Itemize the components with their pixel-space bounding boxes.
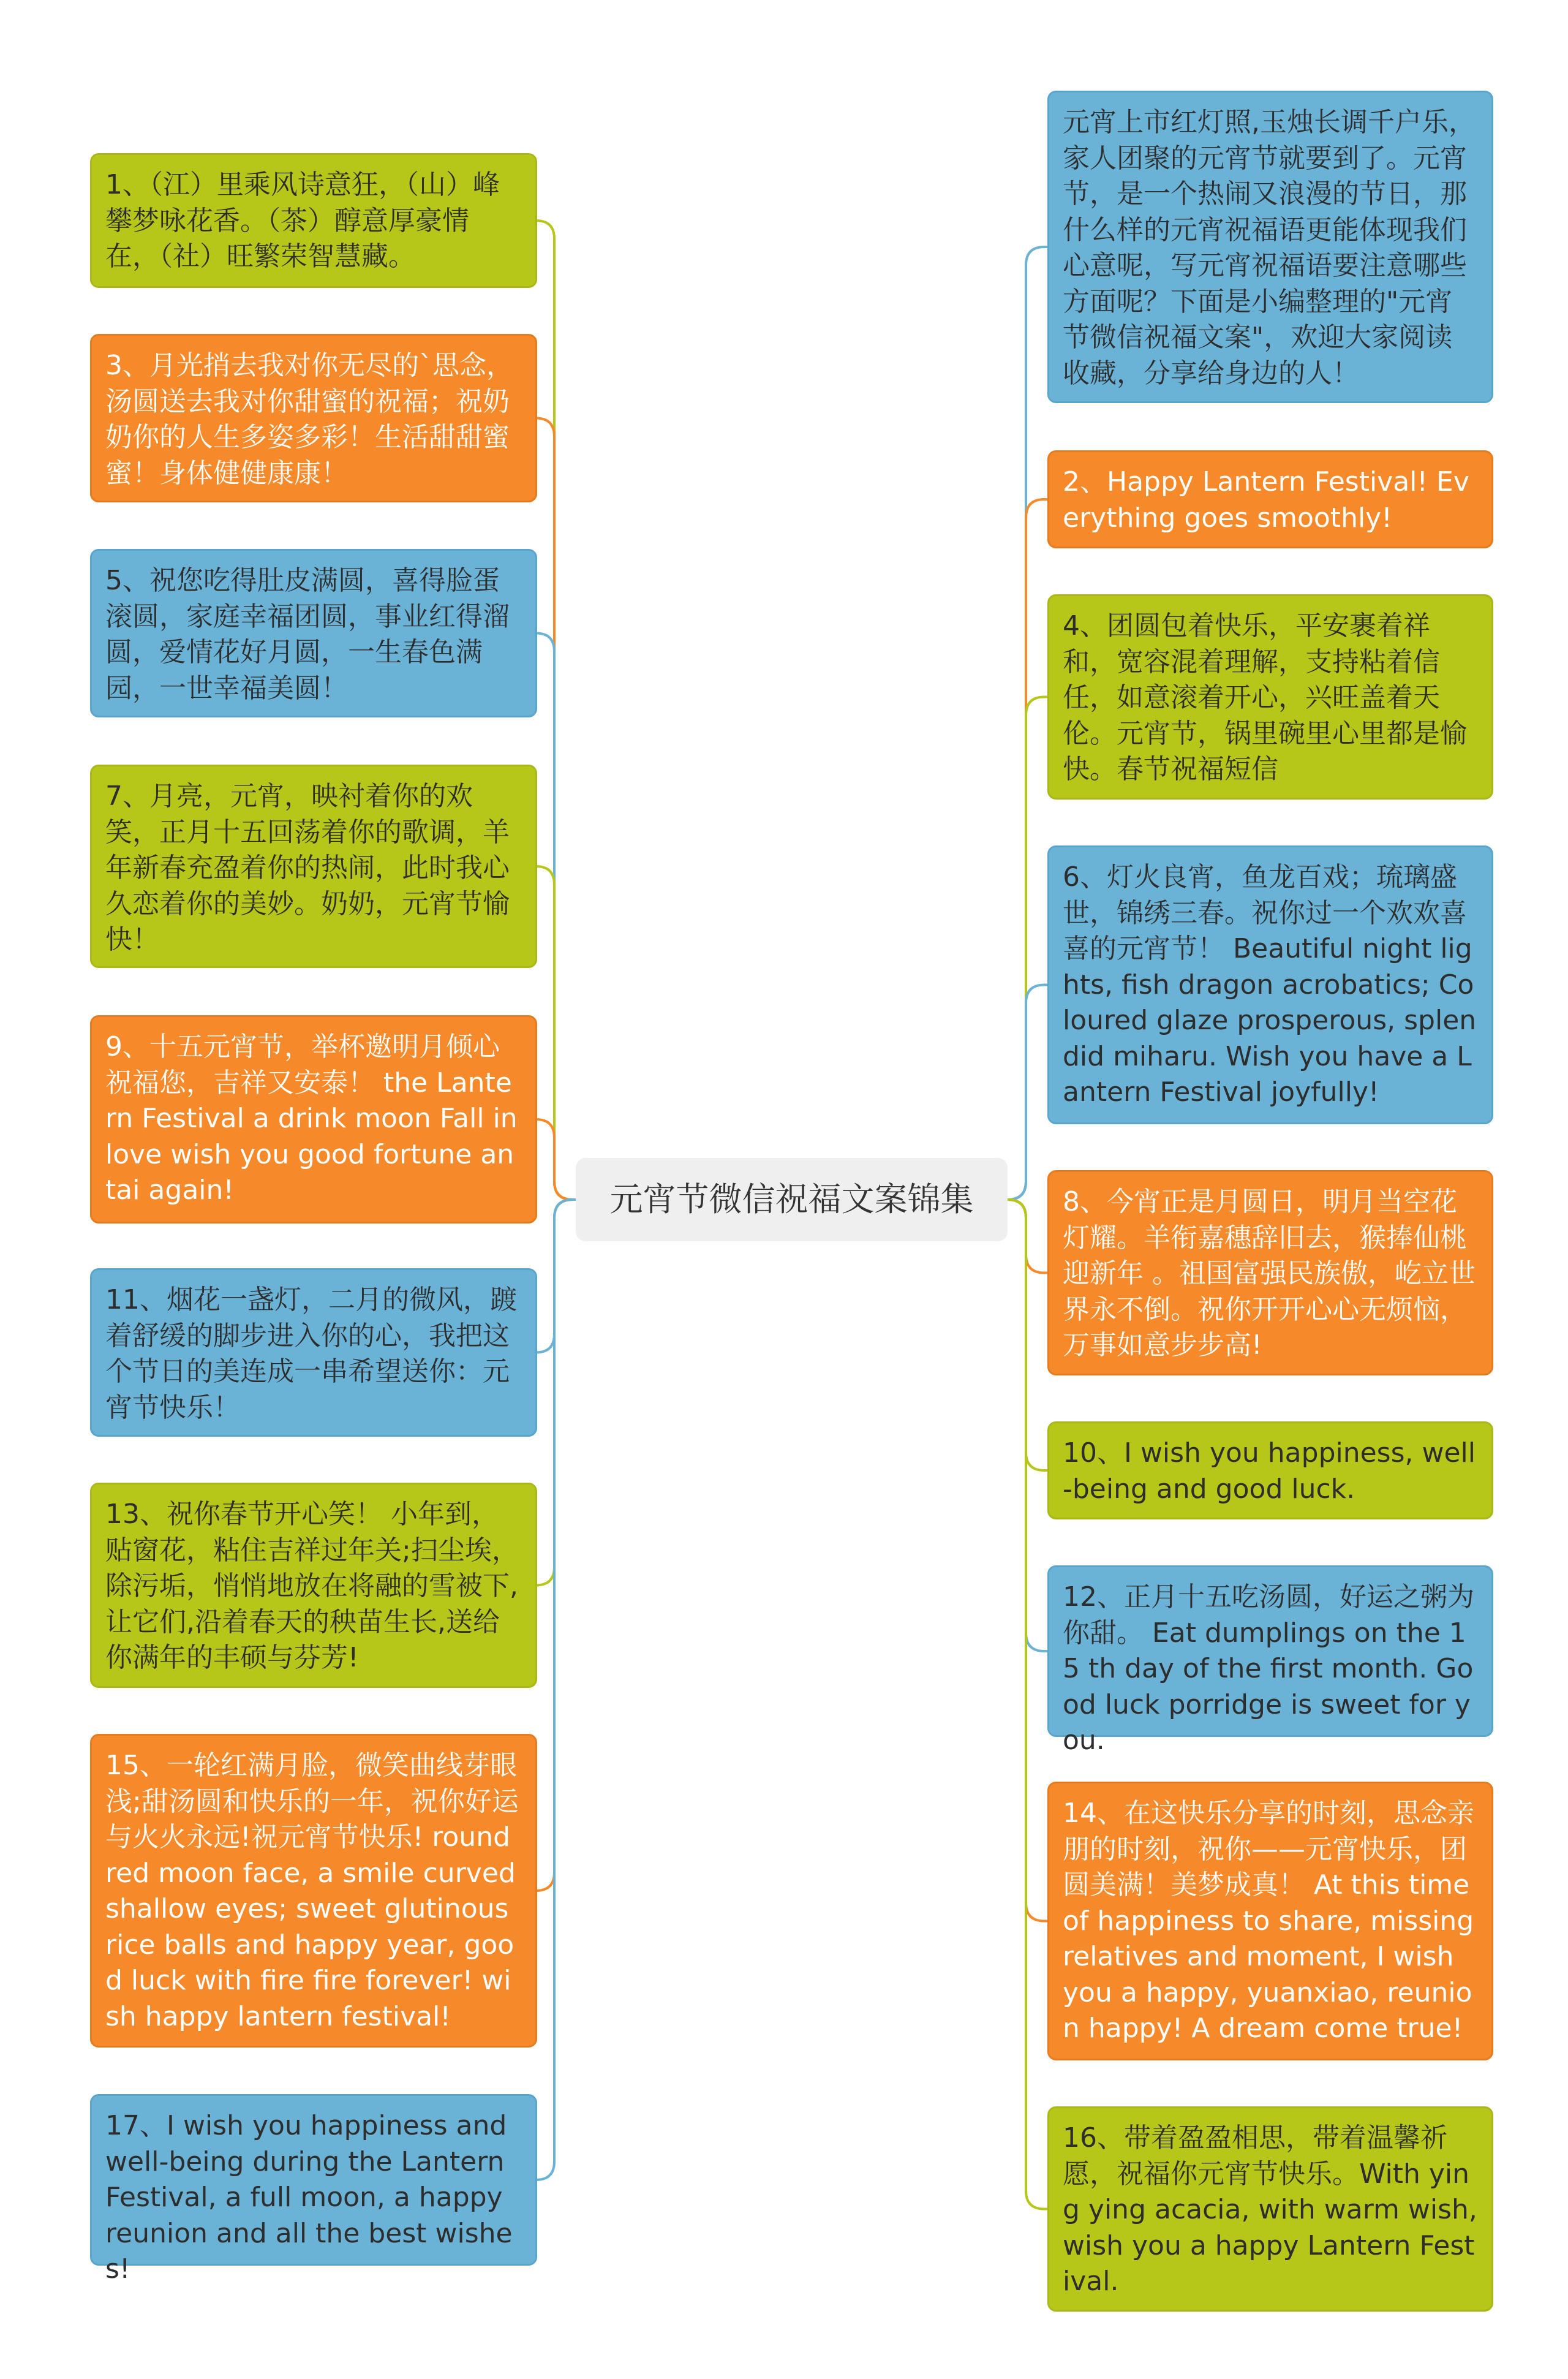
connector-left-7 [536, 1200, 576, 1586]
node-text: 13、祝你春节开心笑！ 小年到，贴窗花，粘住吉祥过年关;扫尘埃，除污垢，悄悄地放在将融的雪被下,让它们,沿着春天的秧苗生长,送给你满年的丰硕与芬芳! [105, 1499, 519, 1673]
node-text: 14、在这快乐分享的时刻，思念亲朋的时刻，祝你——元宵快乐，团圆美满！美梦成真！ At this time of happiness to share, missing relatives and moment, I wish you a happy, yuanxiao, reunion happy! A dream come true! [1063, 1798, 1474, 2044]
right-node-2[interactable] [1047, 450, 1493, 548]
node-text: 12、正月十五吃汤圆，好运之粥为你甜。 Eat dumplings on the 15 th day of the first month. Good luck porridge is sweet for you. [1063, 1581, 1474, 1756]
connector-right-6 [1008, 1200, 1047, 1470]
node-text: 5、祝您吃得肚皮满圆，喜得脸蛋滚圆，家庭幸福团圆，事业红得溜圆，爱情花好月圆，一生春色满园，一世幸福美圆！ [105, 565, 510, 704]
connector-right-3 [1008, 697, 1047, 1200]
left-node-8[interactable] [90, 1734, 537, 2048]
node-text: 6、灯火良宵，鱼龙百戏；琉璃盛世，锦绣三春。祝你过一个欢欢喜喜的元宵节！ Beautiful night lights, fish dragon acrobatics; Coloured glaze prosperous, splendid miharu. Wish you have a Lantern Festival joyfully! [1063, 861, 1477, 1108]
connector-left-2 [536, 418, 576, 1200]
connector-left-4 [536, 866, 576, 1200]
node-text: 元宵上市红灯照,玉烛长调千户乐，家人团聚的元宵节就要到了。元宵节，是一个热闹又浪漫的节日，那什么样的元宵祝福语更能体现我们心意呢，写元宵祝福语要注意哪些方面呢？下面是小编整理的"元宵节微信祝福文案"，欢迎大家阅读收藏，分享给身边的人！ [1063, 107, 1476, 389]
central-topic-label: 元宵节微信祝福文案锦集 [609, 1180, 974, 1219]
node-text: 10、I wish you happiness, well-being and good luck. [1063, 1437, 1476, 1505]
connector-right-7 [1008, 1200, 1047, 1651]
left-node-1[interactable] [90, 153, 537, 288]
node-text: 4、团圆包着快乐，平安裹着祥和，宽容混着理解，支持粘着信任，如意滚着开心，兴旺盖着天伦。元宵节，锅里碗里心里都是愉快。春节祝福短信 [1063, 610, 1467, 785]
connector-right-8 [1008, 1200, 1047, 1921]
node-text: 9、十五元宵节，举杯邀明月倾心祝福您，吉祥又安泰！ the Lantern Festival a drink moon Fall in love wish you good fortune antai again! [105, 1031, 518, 1206]
connector-right-4 [1008, 985, 1047, 1200]
left-node-2[interactable] [90, 334, 537, 502]
right-node-3[interactable] [1047, 594, 1493, 800]
central-topic[interactable] [576, 1158, 1008, 1241]
node-text: 7、月亮，元宵，映衬着你的欢笑，正月十五回荡着你的歌调，羊年新春充盈着你的热闹，此时我心久恋着你的美妙。奶奶，元宵节愉快！ [105, 781, 510, 955]
connector-left-3 [536, 634, 576, 1200]
left-node-3[interactable] [90, 549, 537, 717]
connector-left-1 [536, 221, 576, 1200]
right-node-9[interactable] [1047, 2106, 1493, 2312]
connector-left-9 [536, 1200, 576, 2180]
right-node-8[interactable] [1047, 1782, 1493, 2060]
left-node-7[interactable] [90, 1483, 537, 1688]
left-node-6[interactable] [90, 1268, 537, 1437]
right-node-intro[interactable] [1047, 91, 1493, 403]
connector-right-1 [1008, 247, 1047, 1200]
connector-right-5 [1008, 1200, 1047, 1273]
left-node-4[interactable] [90, 765, 537, 968]
connector-left-6 [536, 1200, 576, 1353]
node-text: 2、Happy Lantern Festival! Everything goes smoothly! [1063, 466, 1469, 534]
node-text: 17、I wish you happiness and well-being during the Lantern Festival, a full moon, a happy reunion and all the best wishes! [105, 2110, 513, 2285]
connector-right-2 [1008, 499, 1047, 1200]
right-node-6[interactable] [1047, 1421, 1493, 1519]
node-text: 8、今宵正是月圆日，明月当空花灯耀。羊衔嘉穗辞旧去，猴捧仙桃迎新年 。祖国富强民族傲，屹立世界永不倒。祝你开开心心无烦恼，万事如意步步高! [1063, 1186, 1476, 1361]
connector-left-8 [536, 1200, 576, 1891]
left-node-5[interactable] [90, 1015, 537, 1224]
right-node-7[interactable] [1047, 1565, 1493, 1756]
right-node-5[interactable] [1047, 1170, 1493, 1375]
connector-right-9 [1008, 1200, 1047, 2209]
node-text: 3、月光捎去我对你无尽的`思念，汤圆送去我对你甜蜜的祝福；祝奶奶你的人生多姿多彩！生活甜甜蜜蜜！身体健健康康！ [105, 350, 513, 489]
right-node-4[interactable] [1047, 845, 1493, 1124]
node-text: 11、烟花一盏灯，二月的微风，踱着舒缓的脚步进入你的心，我把这个节日的美连成一串希望送你：元宵节快乐！ [105, 1284, 517, 1423]
node-text: 1、（江）里乘风诗意狂，（山）峰攀梦咏花香。（茶）醇意厚豪情在，（社）旺繁荣智慧藏。 [105, 169, 500, 272]
connector-left-5 [536, 1119, 576, 1200]
left-node-9[interactable] [90, 2094, 537, 2285]
node-text: 15、一轮红满月脸，微笑曲线芽眼浅;甜汤圆和快乐的一年，祝你好运与火火永远!祝元宵节快乐! round red moon face, a smile curved shallow eyes; sweet glutinous rice balls and happy year, good luck with fire fire forever! wish happy lantern festival! [105, 1750, 519, 2032]
node-text: 16、带着盈盈相思，带着温馨祈愿，祝福你元宵节快乐。With ying ying acacia, with warm wish, wish you a happy Lantern Festival. [1063, 2122, 1477, 2297]
